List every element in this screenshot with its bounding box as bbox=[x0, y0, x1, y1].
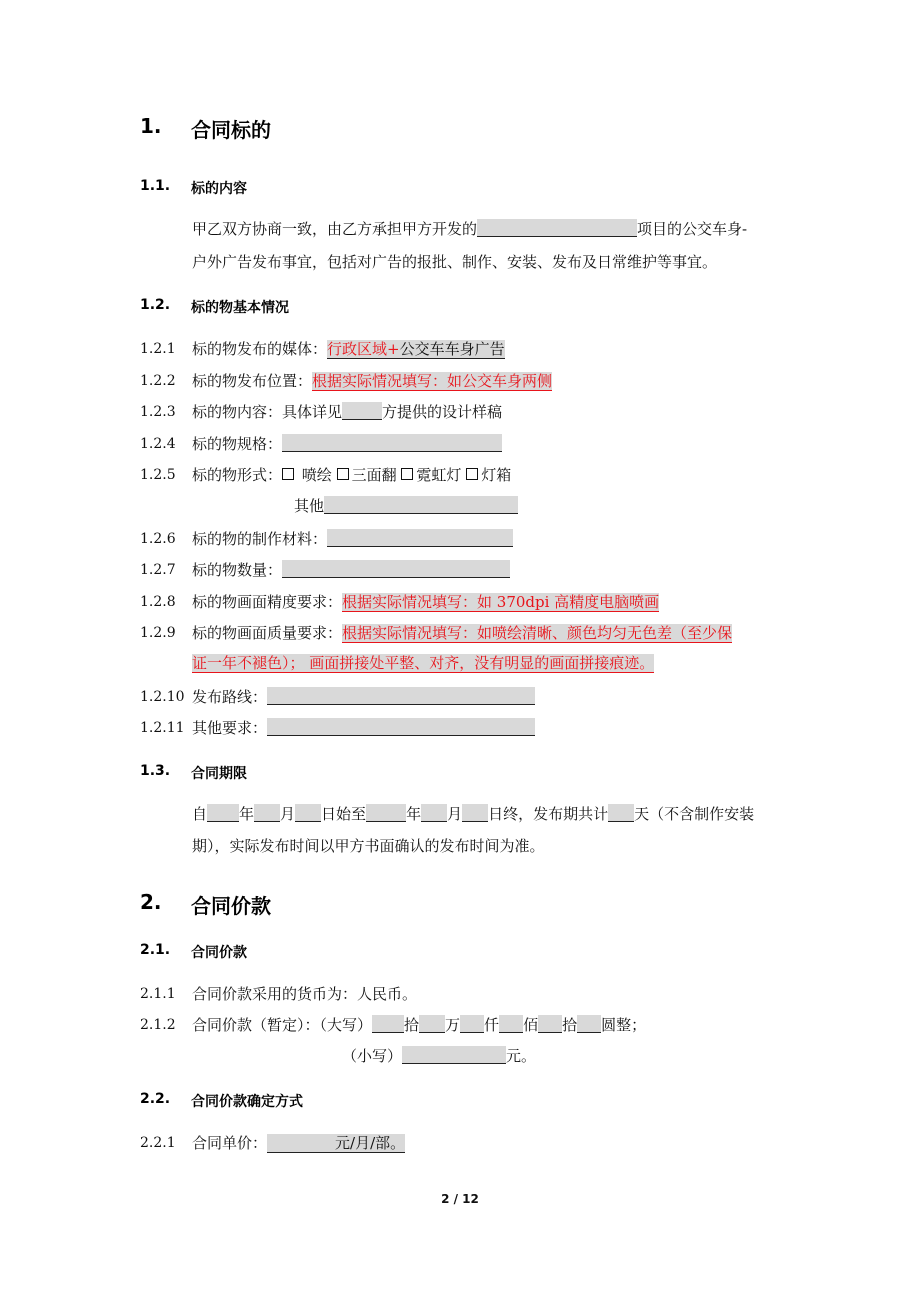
item-number: 1.2.2 bbox=[140, 373, 176, 389]
item-number: 1.2.8 bbox=[140, 594, 176, 610]
amount-numeric-blank[interactable] bbox=[402, 1046, 506, 1064]
start-day-blank[interactable] bbox=[295, 804, 321, 822]
term-line-2 bbox=[192, 831, 545, 861]
option-label: 霓虹灯 bbox=[416, 466, 462, 484]
item-1-2-9-cont bbox=[192, 652, 654, 674]
start-year-blank[interactable] bbox=[207, 804, 239, 822]
item-number: 2.1.1 bbox=[140, 986, 176, 1002]
checkbox-neon[interactable] bbox=[401, 468, 413, 480]
quality-field[interactable]: 根据实际情况填写：如喷绘清晰、颜色均匀无色差（至少保 bbox=[342, 624, 733, 642]
term-text: 月 bbox=[447, 805, 463, 823]
paragraph-text: 户外广告发布事宜，包括对广告的报批、制作、安装、发布及日常维护等事宜。 bbox=[192, 253, 718, 271]
item-label: 标的物发布的媒体： bbox=[192, 340, 328, 358]
route-blank[interactable] bbox=[267, 687, 535, 705]
item-label: 标的物发布位置： bbox=[192, 372, 313, 390]
item-number: 1.2.6 bbox=[140, 531, 176, 547]
section-title: 合同价款确定方式 bbox=[191, 1094, 303, 1110]
item-label: 合同单价： bbox=[192, 1134, 268, 1152]
section-title: 合同期限 bbox=[191, 766, 247, 782]
party-blank[interactable] bbox=[342, 402, 382, 420]
item-number: 1.2.5 bbox=[140, 467, 176, 483]
amount-blank-4[interactable] bbox=[499, 1015, 523, 1033]
section-number: 2.2. bbox=[140, 1091, 171, 1107]
checkbox-lightbox[interactable] bbox=[466, 468, 478, 480]
item-label: 发布路线： bbox=[192, 688, 268, 706]
paragraph-text: 甲乙双方协商一致，由乙方承担甲方开发的 bbox=[192, 220, 478, 238]
term-text: 月 bbox=[280, 805, 296, 823]
section-title: 合同标的 bbox=[191, 118, 271, 142]
item-label: 标的物内容：具体详见 bbox=[192, 403, 343, 421]
unit-text: 圆整； bbox=[601, 1016, 647, 1034]
term-text: 期），实际发布时间以甲方书面确认的发布时间为准。 bbox=[192, 837, 545, 855]
amount-blank-2[interactable] bbox=[419, 1015, 445, 1033]
material-blank[interactable] bbox=[327, 529, 513, 547]
item-text: 合同价款采用的货币为：人民币。 bbox=[192, 985, 418, 1003]
item-label: （小写） bbox=[342, 1047, 403, 1065]
content-paragraph-line-2 bbox=[192, 247, 717, 277]
item-label: 标的物形式： bbox=[192, 466, 283, 484]
days-blank[interactable] bbox=[608, 804, 634, 822]
media-value: 公交车车身广告 bbox=[399, 340, 505, 358]
checkbox-spray[interactable] bbox=[282, 468, 294, 480]
project-name-blank[interactable] bbox=[477, 219, 637, 237]
section-number: 1.2. bbox=[140, 297, 171, 313]
item-2-1-2-lowercase bbox=[342, 1045, 536, 1067]
section-number: 1. bbox=[140, 114, 162, 138]
amount-blank-1[interactable] bbox=[372, 1015, 404, 1033]
quantity-blank[interactable] bbox=[282, 560, 510, 578]
checkbox-trivision[interactable] bbox=[337, 468, 349, 480]
unit-text: 元。 bbox=[506, 1047, 537, 1065]
section-title: 标的物基本情况 bbox=[191, 300, 289, 316]
item-number: 2.2.1 bbox=[140, 1135, 176, 1151]
item-text: 方提供的设计样稿 bbox=[382, 403, 503, 421]
item-label: 标的物数量： bbox=[192, 561, 283, 579]
unit-text: 仟 bbox=[484, 1016, 500, 1034]
start-month-blank[interactable] bbox=[254, 804, 280, 822]
unit-text: 拾 bbox=[562, 1016, 578, 1034]
section-number: 2.1. bbox=[140, 942, 171, 958]
unit-price-field[interactable] bbox=[267, 1134, 405, 1153]
section-title: 标的内容 bbox=[191, 181, 247, 197]
item-label: 标的物画面质量要求： bbox=[192, 624, 343, 642]
term-line-1 bbox=[192, 799, 754, 829]
section-number: 2. bbox=[140, 890, 162, 914]
spec-blank[interactable] bbox=[282, 434, 502, 452]
item-number: 2.1.2 bbox=[140, 1017, 176, 1033]
precision-field[interactable]: 根据实际情况填写：如 370dpi 高精度电脑喷画 bbox=[342, 593, 660, 611]
item-number: 1.2.4 bbox=[140, 436, 176, 452]
item-label: 合同价款（暂定）：（大写） bbox=[192, 1016, 373, 1034]
option-label: 其他 bbox=[294, 497, 325, 515]
item-number: 1.2.1 bbox=[140, 341, 176, 357]
item-label: 其他要求： bbox=[192, 719, 268, 737]
amount-blank-3[interactable] bbox=[460, 1015, 484, 1033]
amount-blank-6[interactable] bbox=[577, 1015, 601, 1033]
media-field[interactable] bbox=[327, 340, 505, 359]
unit-text: 万 bbox=[445, 1016, 461, 1034]
option-label: 灯箱 bbox=[481, 466, 512, 484]
end-day-blank[interactable] bbox=[462, 804, 488, 822]
term-text: 年 bbox=[406, 805, 422, 823]
section-title: 合同价款 bbox=[191, 894, 271, 918]
end-year-blank[interactable] bbox=[366, 804, 406, 822]
item-number: 1.2.10 bbox=[140, 689, 185, 705]
end-month-blank[interactable] bbox=[421, 804, 447, 822]
media-region-hint: 行政区域+ bbox=[327, 340, 400, 358]
unit-text: 佰 bbox=[523, 1016, 539, 1034]
option-label: 喷绘 bbox=[301, 466, 332, 484]
item-number: 1.2.11 bbox=[140, 720, 185, 736]
item-label: 标的物的制作材料： bbox=[192, 530, 328, 548]
other-requirements-blank[interactable] bbox=[267, 718, 535, 736]
item-1-2-5-other bbox=[294, 495, 518, 517]
item-number: 1.2.3 bbox=[140, 404, 176, 420]
term-text: 日始至 bbox=[321, 805, 367, 823]
term-text: 天（不含制作安装 bbox=[634, 805, 755, 823]
section-number: 1.1. bbox=[140, 178, 171, 194]
quality-field-continued[interactable]: 证一年不褪色）； 画面拼接处平整、对齐，没有明显的画面拼接痕迹。 bbox=[192, 654, 655, 672]
paragraph-text: 项目的公交车身- bbox=[637, 220, 748, 238]
section-number: 1.3. bbox=[140, 763, 171, 779]
position-field[interactable]: 根据实际情况填写：如公交车身两侧 bbox=[312, 372, 553, 390]
option-label: 三面翻 bbox=[351, 466, 397, 484]
term-text: 年 bbox=[239, 805, 255, 823]
content-paragraph-line-1 bbox=[192, 214, 747, 244]
item-number: 1.2.7 bbox=[140, 562, 176, 578]
item-number: 1.2.9 bbox=[140, 625, 176, 641]
item-label: 标的物规格： bbox=[192, 435, 283, 453]
page-number: 2 / 12 bbox=[441, 1192, 479, 1206]
term-text: 自 bbox=[192, 805, 208, 823]
term-text: 日终，发布期共计 bbox=[488, 805, 609, 823]
amount-blank-5[interactable] bbox=[538, 1015, 562, 1033]
item-label: 标的物画面精度要求： bbox=[192, 593, 343, 611]
unit-text: 拾 bbox=[404, 1016, 420, 1034]
other-form-blank[interactable] bbox=[324, 496, 518, 514]
section-title: 合同价款 bbox=[191, 945, 247, 961]
unit-price-unit: 元/月/部。 bbox=[335, 1134, 406, 1152]
